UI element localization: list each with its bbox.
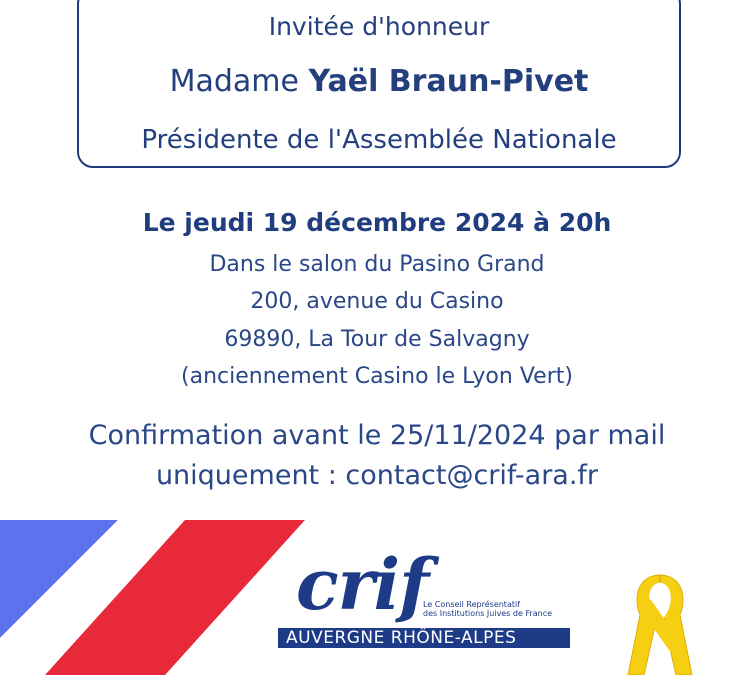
guest-name-line [79, 64, 679, 99]
guest-name-prefix: Madame [169, 64, 309, 99]
event-date: Le jeudi 19 décembre 2024 à 20h [142, 208, 612, 237]
event-city: 69890, La Tour de Salvagny [224, 327, 530, 352]
crif-tagline-2: des Institutions Juives de France [423, 609, 553, 619]
crif-logo-tagline [423, 600, 552, 618]
event-former-name: (anciennement Casino le Lyon Vert) [181, 364, 573, 389]
crif-logo [278, 543, 578, 670]
guest-of-honor-box [77, 0, 681, 168]
crif-tagline-1: Le Conseil Représentatif [423, 600, 521, 609]
guest-name: Yaël Braun-Pivet [308, 64, 589, 99]
guest-role: Présidente de l'Assemblée Nationale [141, 125, 617, 155]
confirmation-line-2: uniquement : contact@crif-ara.fr [155, 460, 599, 491]
event-venue: Dans le salon du Pasino Grand [209, 252, 545, 277]
yellow-ribbon-icon [610, 565, 710, 675]
crif-logo-word: crif [296, 543, 429, 626]
guest-title: Invitée d'honneur [268, 12, 490, 41]
event-street: 200, avenue du Casino [250, 289, 504, 314]
crif-region: AUVERGNE RHÔNE-ALPES [286, 628, 517, 648]
confirmation-line-1: Confirmation avant le 25/11/2024 par mail [88, 420, 666, 451]
